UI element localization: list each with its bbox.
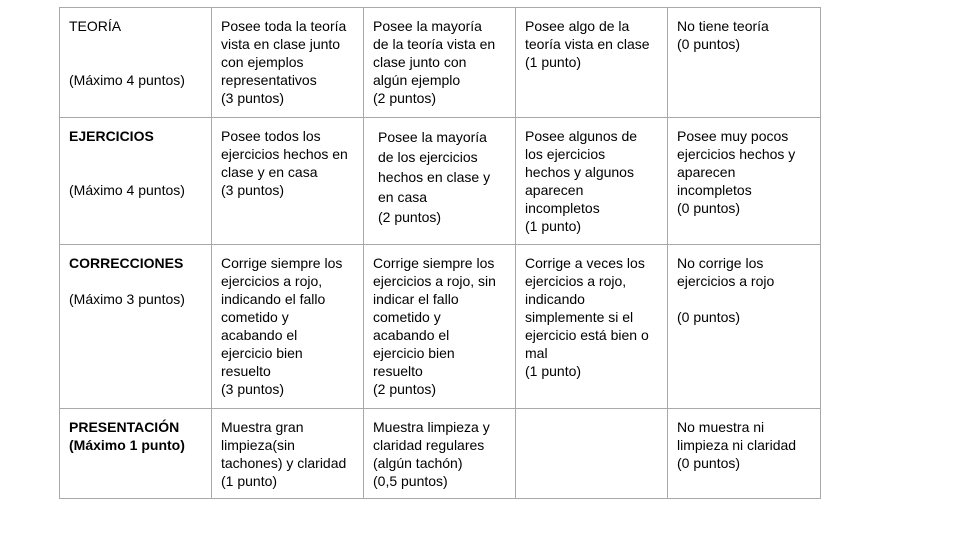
criterion-text-line: PRESENTACIÓN — [69, 419, 180, 435]
level-text-line: simplemente si el — [525, 309, 634, 325]
level-text-line: incompletos — [677, 182, 752, 198]
level-text-line: Posee la mayoría — [373, 18, 482, 34]
level-text-line: (0 puntos) — [677, 200, 741, 216]
level-cell — [212, 8, 364, 118]
criterion-text-line — [69, 145, 203, 163]
level-text-line: aparecen — [525, 182, 584, 198]
level-text-line: Posee la mayoría — [378, 129, 487, 145]
level-text-line: (1 punto) — [221, 473, 278, 489]
level-text-line — [677, 290, 812, 308]
level-text-line: Posee muy pocos — [677, 128, 789, 144]
level-cell — [212, 245, 364, 409]
level-text-line: (1 punto) — [525, 363, 582, 379]
level-text-line: resuelto — [221, 363, 271, 379]
level-cell — [668, 409, 821, 499]
level-text-line: ejercicios a rojo, — [221, 273, 323, 289]
criterion-cell — [60, 8, 212, 118]
level-cell — [668, 118, 821, 245]
level-text-line: No corrige los — [677, 255, 764, 271]
level-cell — [516, 245, 668, 409]
level-cell — [668, 245, 821, 409]
level-text-line: clase junto con — [373, 54, 467, 70]
level-text-line: mal — [525, 345, 548, 361]
level-text-line: (1 punto) — [525, 218, 582, 234]
level-text-line: ejercicio está bien o — [525, 327, 649, 343]
level-text-line: (2 puntos) — [373, 90, 437, 106]
level-text-line: acabando el — [373, 327, 450, 343]
level-text-line: ejercicios hechos en — [221, 146, 348, 162]
criterion-text-line: (Máximo 4 puntos) — [69, 182, 185, 198]
level-text-line: cometido y — [221, 309, 289, 325]
level-text-line: (3 puntos) — [221, 182, 285, 198]
level-text-line: (2 puntos) — [378, 209, 442, 225]
level-text-line: ejercicios a rojo, — [525, 273, 627, 289]
criterion-text-line: (Máximo 4 puntos) — [69, 72, 185, 88]
level-text-line: Corrige siempre los — [221, 255, 343, 271]
criterion-cell — [60, 409, 212, 499]
level-text-line: indicar el fallo — [373, 291, 459, 307]
level-text-line: Posee toda la teoría — [221, 18, 347, 34]
level-cell — [364, 409, 516, 499]
level-cell — [212, 409, 364, 499]
level-text-line: No tiene teoría — [677, 18, 769, 34]
level-text-line: cometido y — [373, 309, 441, 325]
level-text-line: Muestra limpieza y — [373, 419, 490, 435]
level-text-line: (0 puntos) — [677, 309, 741, 325]
level-text-line: (2 puntos) — [373, 381, 437, 397]
level-text-line: ejercicios a rojo, sin — [373, 273, 496, 289]
level-text-line: teoría vista en clase — [525, 36, 650, 52]
level-text-line: claridad regulares — [373, 437, 485, 453]
level-text-line: Posee todos los — [221, 128, 321, 144]
level-text-line: ejercicio bien — [373, 345, 455, 361]
criterion-text-line — [69, 272, 203, 290]
rubric-row-teoria — [60, 8, 821, 118]
level-text-line: (1 punto) — [525, 54, 582, 70]
level-cell — [364, 245, 516, 409]
criterion-text-line — [69, 53, 203, 71]
rubric-row-presentacion — [60, 409, 821, 499]
level-text-line: ejercicio bien — [221, 345, 303, 361]
level-text-line: indicando el fallo — [221, 291, 326, 307]
level-text-line: clase y en casa — [221, 164, 318, 180]
criterion-text-line: EJERCICIOS — [69, 128, 154, 144]
level-cell — [212, 118, 364, 245]
level-text-line: resuelto — [373, 363, 423, 379]
level-text-line: No muestra ni — [677, 419, 765, 435]
level-cell — [516, 409, 668, 499]
level-text-line: ejercicios hechos y — [677, 146, 796, 162]
rubric-row-correcciones — [60, 245, 821, 409]
level-cell — [668, 8, 821, 118]
level-text-line: de los ejercicios — [378, 149, 478, 165]
level-cell — [364, 8, 516, 118]
level-text-line: vista en clase junto — [221, 36, 341, 52]
level-text-line: tachones) y claridad — [221, 455, 347, 471]
level-text-line: aparecen — [677, 164, 736, 180]
criterion-text-line: TEORÍA — [69, 18, 122, 34]
criterion-text-line — [69, 35, 203, 53]
level-text-line: acabando el — [221, 327, 298, 343]
level-text-line: (3 puntos) — [221, 90, 285, 106]
level-text-line: los ejercicios — [525, 146, 606, 162]
level-text-line: (0,5 puntos) — [373, 473, 448, 489]
level-text-line: limpieza ni claridad — [677, 437, 797, 453]
level-cell — [364, 118, 516, 245]
level-text-line: representativos — [221, 72, 317, 88]
level-text-line: (0 puntos) — [677, 455, 741, 471]
criterion-text-line: (Máximo 3 puntos) — [69, 291, 185, 307]
level-text-line: indicando — [525, 291, 585, 307]
level-text-line: incompletos — [525, 200, 600, 216]
level-text-line: Posee algunos de — [525, 128, 638, 144]
rubric-row-ejercicios — [60, 118, 821, 245]
rubric-table — [59, 7, 821, 499]
level-text-line: algún ejemplo — [373, 72, 461, 88]
level-text-line: en casa — [378, 189, 428, 205]
level-text-line: limpieza(sin — [221, 437, 295, 453]
level-text-line: Muestra gran — [221, 419, 304, 435]
level-text-line: Posee algo de la — [525, 18, 630, 34]
criterion-text-line: (Máximo 1 punto) — [69, 437, 185, 453]
level-cell — [516, 8, 668, 118]
level-text-line: ejercicios a rojo — [677, 273, 775, 289]
level-text-line: de la teoría vista en — [373, 36, 496, 52]
level-text-line: (3 puntos) — [221, 381, 285, 397]
level-text-line: Corrige siempre los — [373, 255, 495, 271]
level-text-line: (algún tachón) — [373, 455, 463, 471]
level-text-line: hechos en clase y — [378, 169, 491, 185]
criterion-cell — [60, 118, 212, 245]
level-text-line: Corrige a veces los — [525, 255, 645, 271]
criterion-text-line — [69, 163, 203, 181]
level-text-line: hechos y algunos — [525, 164, 634, 180]
level-text-line: con ejemplos — [221, 54, 304, 70]
level-text-line: (0 puntos) — [677, 36, 741, 52]
criterion-text-line: CORRECCIONES — [69, 255, 184, 271]
criterion-cell — [60, 245, 212, 409]
level-cell — [516, 118, 668, 245]
